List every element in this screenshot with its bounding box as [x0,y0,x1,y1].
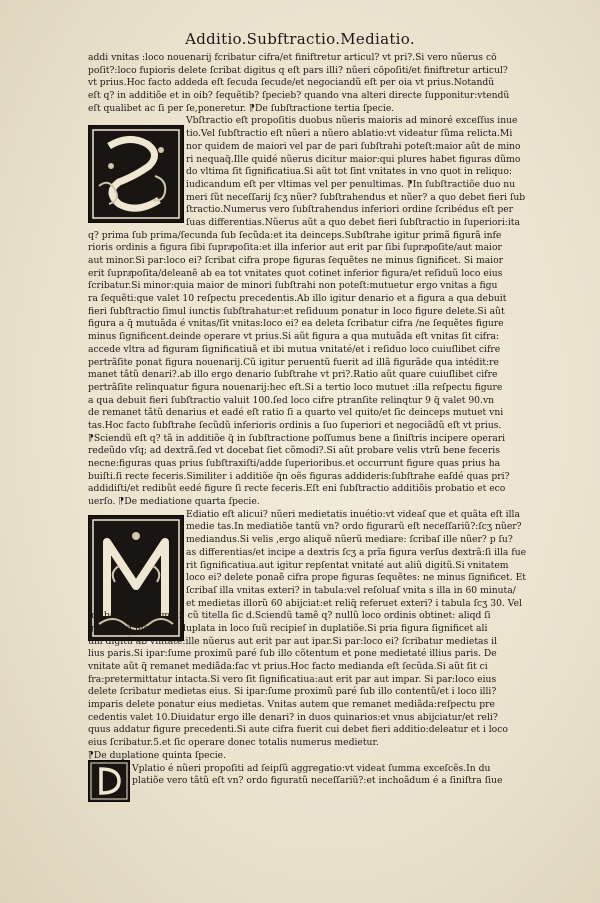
text-line: aut minor.Si par:loco ei? ſcribat cifra prope figuras ſequẽtes ne minus ſignificet. Si maior [88,255,504,266]
text-line: ⁋Sciendũ eſt q? tã in additiõe q̃ in ſubſtractione poſſumus bene a ſiniſtris incipere operari [88,432,506,444]
text-line: redeũdo vſq; ad dextrã.ſed vt docebat ſiet cõmodi?.Si aũt probare velis vtrũ bene feceris [88,445,500,457]
text-line: ſtractio.Numerus vero ſubſtrahendus inferiori ordine ſcribédus eſt per [186,204,514,216]
text-line: pertrãſite ponat figura nouenarij.Cũ igitur peruentũ fuerit ad illã figurãde qua intédit:re [88,356,499,368]
text-line: pertrãſite relinquatur figura nouenarij:hec eſt.Si a tertio loco mutuet :illa reſpectu figure [88,381,503,393]
text-line: tas.Hoc facto ſubſtrahe ſecũdũ inferioris ordinis a ſuo ſuperiori et negociãdũ eſt vt prius. [88,419,502,431]
paragraph-duplation-intro [88,763,558,788]
text-line: platiõe vero tãtũ eſt vn? ordo figuratũ neceſſariũ?:et inchoãdum é a ſiniſtra ſiue [132,775,503,787]
text-line: rit ſignificatiua.aut igitur repſentat vnitaté aut aliũ digitũ.Si vnitatem [186,559,509,571]
text-line: meri ſũt neceſſarij ſcʒ nũer? ſubſtrahendus et nũer? a quo debet fieri ſub [186,191,526,203]
text-line: tio.Vel ſubſtractio eſt nũeri a nũero ablatio:vt videatur ſũma relicta.Mi [186,128,513,140]
text-line: addi vnitas :loco nouenarij fcribatur cifra/et finiftretur articul? vt pri?.Si vero nũerus cō [88,52,497,63]
section-heading-duplation: ⁋De duplatione quinta ſpecie. [88,749,227,761]
text-line: loco ei? delete ponaẽ cifra prope figuras ſequẽtes: ne minus ſignificet. Et [186,572,526,584]
text-line: minus ſignificent.deinde operare vt prius.Si aũt figura a qua mutuãda eſt vnitas ſit cifra: [88,331,500,343]
text-line: vnitate aũt q̃ remanet mediãda:fac vt prius.Hoc facto medianda eſt ſecũda.Si aũt ſit ci [88,661,488,672]
section-heading-mediation: uerſo. ⁋De mediatione quarta ſpecie. [88,496,260,508]
text-line: a qua debuit fieri ſubſtractio valuit 100.ſed loco cifre ptranſite relinqtur 9 q̃ valet 90.vn [88,394,495,406]
text-line: ſcribatur.Si minor:quia maior de minori ſubſtrahi non poteſt:mutuetur ergo vnitas a figu [88,280,498,292]
text-line: as differentias/et incipe a dextris ſcʒ a prĩa figura verſus dextrã:ſi illa fue [186,546,527,558]
text-line: ri nequaq̃.Ille quidé nũerus dicitur maior:qui plures habet figuras dũmo [186,153,521,165]
text-line: um digitũ ab vnitate:ille nũerus aut erit par aut ipar.Si par:loco ei? ſcribatur medietas il [88,635,498,647]
text-line: Vplatio é nũeri propoſiti ad ſeipſũ aggregatio:vt videat ſumma exceſcẽs.In du [132,762,491,774]
paragraph-addition-end [88,52,558,115]
text-line: fieri ſubſtractio ſimul iunctis ſubſtrahatur:et reſiduum ponatur in loco figure delete.Si aũt [88,305,505,317]
text-line: cedentis valet 10.Diuidatur ergo ille denari? in duos quinarios:et vnus abijciatur/et reli? [88,711,498,723]
running-header: Additio.Subftractio.Mediatio. [185,30,415,48]
paragraph-mediation-body [88,610,558,762]
text-line: ſcribat figura dimidij cũ titella ſic d.Sciendũ tamẽ q? nullũ loco ordinis obtinet: aliqd ſi [88,610,491,622]
text-line: medie tas.In mediatiõe tantũ vn? ordo figurarũ eſt neceſſariũ?:ſcʒ nũer? [186,521,522,533]
section-heading-subtraction: eſt qualibet ac ſi per ſe,poneretur. ⁋De ſubſtractione tertia ſpecie. [88,102,395,114]
text-line: iudicandum eſt per vltimas vel per penultimas. ⁋In ſubſtractiõe duo nu [186,178,516,190]
text-line: erit ſupraͤpoſita/deleanẽ ab ea tot vnitates quot cotinet inferior figura/et reſiduũ loco eius [88,267,503,279]
text-line: nor quidem de maiori vel par de pari ſubſtrahi poteſt:maior aũt de mino [186,140,521,152]
text-line: accede vltra ad figuram ſignificatiuã et ibi mutua vnitaté/et i reſiduo loco cuiuſlibet cifre [88,343,501,355]
paragraph-subtraction-body [88,230,558,509]
text-line: manet tãtũ denari?.ab illo ergo denario ſubſtrahe vt pri?.Ratio aũt quare cuiuſlibet cifre [88,369,498,381]
text-line: q? prima ſub prima/ſecunda ſub ſecũda:et ita deinceps.Subſtrahe igitur primã figurã infe [88,229,502,241]
text-line: Ediatio eſt alicui? nũeri medietatis inuétio:vt videaſ que et quãta eſt illa [186,508,520,520]
text-line: eius ſcribatur.5.et ſic operare donec totalis numerus medietur. [88,737,379,749]
text-line: eſt q? in additiõe et in oib? ſequẽtib? ſpecieb? quando vna alteri directe ſupponitur:vtendũ [88,90,510,102]
paragraph-mediation-intro [88,509,558,611]
text-line: gnificat.q̃ medietas duplata in loco ſuũ recipieſ in duplatiõe.Si pria figura ſignificet ali [88,622,488,634]
text-line: Vbſtractio eſt propoſitis duobus nũeris maioris ad minoré exceſſus inue [186,115,518,127]
text-line: quus addatur figure precedenti.Si aute cifra fuerit cui debet fieri additio:deleatur et i loco [88,724,508,736]
text-line: buiſti.ſi recte feceris.Similiter i additiõe q̃n oẽs figuras addideris:ſubſtrahe eaſdé quas pri? [88,470,510,482]
text-line: addidiſti/et redibũt eedé figure ſi recte feceris.Eſt eni ſubſtractio additiõis probatio et eco [88,483,506,495]
text-line: delete ſcribatur medietas eius. Si ipar:ſume proximũ paré ſub illo contentũ/et i loco illi? [88,686,497,698]
text-line: ſuas differentias.Nũerus aũt a quo debet fieri ſubſtractio in ſuperiori:ita [186,216,520,228]
text-line: ſcribaſ illa vnitas exteri? in tabula:vel reſoluaſ vnita s illa in 60 minuta/ [186,584,516,596]
text-line: vt prius.Hoc facto addeda eſt ſecuda ſecude/et negociandũ eſt per oia vt prius.Notandũ [88,77,495,89]
text-line: fra:pretermittatur intacta.Si vero ſit ſignificatiua:aut erit par aut impar. Si par:loco eius [88,673,497,685]
text-line: imparis delete ponatur eius medietas. Vnitas autem que remanet mediãda:reſpectu pre [88,699,495,711]
paragraph-subtraction-intro [88,115,558,229]
text-column [88,52,558,788]
text-line: figura a q̃ mutuãda é vnitas/ſit vnitas:loco ei? ea deleta ſcribatur cifra /ne ſequẽtes figure [88,318,504,330]
text-line: do vltima ſit ſignificatiua.Si aũt tot ſint vnitates in vno quot in reliquo: [186,166,512,178]
text-line: rioris ordinis a figura ſibi ſupraͤpoſita:et illa inferior aut erit par ſibi ſupraͤpoſite/aut maior [88,242,502,254]
text-line: et medietas illorũ 60 abijciat:et reliq̃ referuet exteri? i tabula ſcʒ 30. Vel [186,597,522,609]
text-line: mediandus.Si velis ,ergo aliquẽ nũerũ mediare: ſcribaſ ille nũer? p ſu? [186,534,513,546]
text-line: necne:figuras quas prius ſubſtraxiſti/adde ſuperioribus.et occurrunt figure quas prius ha [88,458,501,469]
text-line: de remanet tãtũ denarius et eadé eſt ratio ſi a quarto vel quito/et ſic deinceps mutuet vni [88,407,504,419]
text-line: poſit?:loco fupioris delete ſcribat digitus q eſt pars illi? nũeri cōpoſiti/et finiftretur articul? [88,64,508,76]
text-line: ra ſequẽti:que valet 10 reſpectu precedentis.Ab illo igitur denario et a figura a qua debuit [88,293,507,305]
text-line: lius paris.Si ipar:ſume proximũ paré ſub illo cõtentum et pone medietaté illius paris. De [88,648,497,660]
